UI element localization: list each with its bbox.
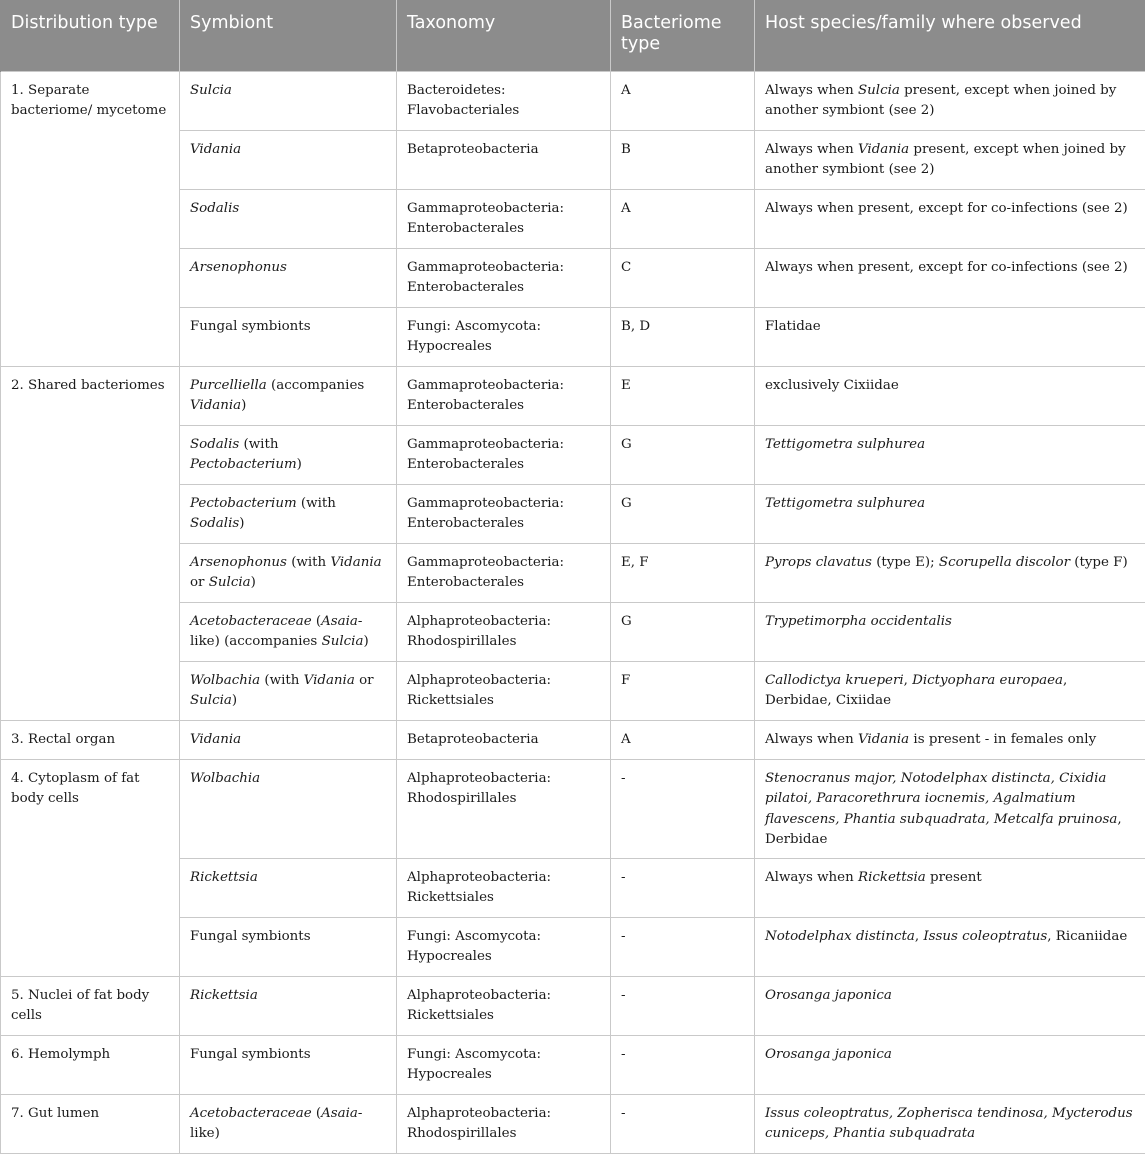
- symbiont-note: ): [241, 398, 246, 413]
- host-species: Issus coleoptratus: [923, 929, 1047, 944]
- symbiont-note: or: [355, 673, 374, 688]
- symbiont-name: Vidania: [190, 732, 241, 747]
- bacteriome-type-cell: A: [611, 190, 755, 249]
- host-cell: Flatidae: [755, 308, 1145, 367]
- host-cell: [755, 1094, 1145, 1153]
- header-distribution-type: Distribution type: [1, 0, 180, 72]
- host-text: (type F): [1070, 555, 1128, 570]
- host-cell: [755, 760, 1145, 859]
- taxonomy-cell: Alphaproteobacteria: Rhodospirillales: [397, 760, 611, 859]
- taxonomy-cell: Alphaproteobacteria: Rickettsiales: [397, 662, 611, 721]
- symbiont-note: ): [251, 575, 256, 590]
- symbiont-note: (with: [260, 673, 304, 688]
- symbiont-note: (accompanies: [267, 378, 364, 393]
- taxonomy-cell: Alphaproteobacteria: Rhodospirillales: [397, 603, 611, 662]
- bacteriome-type-cell: A: [611, 72, 755, 131]
- symbiont-name: Arsenophonus: [190, 260, 287, 275]
- taxonomy-cell: Betaproteobacteria: [397, 721, 611, 760]
- table-body: [1, 72, 1145, 1154]
- taxonomy-cell: Gammaproteobacteria: Enterobacterales: [397, 367, 611, 426]
- bacteriome-type-cell: G: [611, 426, 755, 485]
- symbiont-cell: [180, 72, 397, 131]
- symbiont-cell: Fungal symbionts: [180, 917, 397, 976]
- bacteriome-type-cell: -: [611, 1035, 755, 1094]
- host-cell: [755, 917, 1145, 976]
- symbiont-name: Vidania: [190, 398, 241, 413]
- host-text: Always when: [765, 732, 858, 747]
- taxonomy-cell: Alphaproteobacteria: Rickettsiales: [397, 976, 611, 1035]
- host-species: Tettigometra sulphurea: [765, 437, 925, 452]
- table-row: [1, 72, 1145, 131]
- table-header: [1, 0, 1145, 72]
- host-text: Always when: [765, 870, 858, 885]
- bacteriome-type-cell: E, F: [611, 544, 755, 603]
- distribution-type-cell: 6. Hemolymph: [1, 1035, 180, 1094]
- host-text: present, except when joined by another symbiont (see 2): [765, 83, 1116, 118]
- symbiont-name: Acetobacteraceae: [190, 1106, 312, 1121]
- bacteriome-type-cell: -: [611, 917, 755, 976]
- bacteriome-type-cell: F: [611, 662, 755, 721]
- symbiont-name: Wolbachia: [190, 673, 260, 688]
- host-cell: [755, 858, 1145, 917]
- host-cell: [755, 1035, 1145, 1094]
- symbiont-cell: [180, 858, 397, 917]
- host-species: Notodelphax distincta: [765, 929, 915, 944]
- symbiont-cell: [180, 603, 397, 662]
- distribution-type-cell: 2. Shared bacteriomes: [1, 367, 180, 721]
- symbiont-cell: [180, 426, 397, 485]
- symbiont-name: Vidania: [190, 142, 241, 157]
- host-species: Callodictya krueperi: [765, 673, 904, 688]
- symbiont-name: Rickettsia: [190, 988, 258, 1003]
- host-species: Vidania: [858, 732, 909, 747]
- host-text: (type E);: [872, 555, 939, 570]
- host-cell: [755, 603, 1145, 662]
- host-cell: [755, 544, 1145, 603]
- taxonomy-cell: Gammaproteobacteria: Enterobacterales: [397, 485, 611, 544]
- symbiont-name: Acetobacteraceae: [190, 614, 312, 629]
- symbiont-name: Sodalis: [190, 516, 239, 531]
- host-species: Dictyophara europaea: [912, 673, 1063, 688]
- symbiont-name: Arsenophonus: [190, 555, 287, 570]
- table-row: [1, 721, 1145, 760]
- header-host: Host species/family where observed: [755, 0, 1145, 72]
- host-species: Vidania: [858, 142, 909, 157]
- host-cell: [755, 485, 1145, 544]
- taxonomy-cell: Gammaproteobacteria: Enterobacterales: [397, 249, 611, 308]
- symbiont-name: Sulcia: [190, 83, 232, 98]
- host-species: Tettigometra sulphurea: [765, 496, 925, 511]
- distribution-type-cell: 4. Cytoplasm of fat body cells: [1, 760, 180, 977]
- host-text: present: [926, 870, 982, 885]
- table-row: [1, 367, 1145, 426]
- bacteriome-type-cell: A: [611, 721, 755, 760]
- symbiont-note: (: [312, 1106, 321, 1121]
- table-row: [1, 760, 1145, 859]
- taxonomy-cell: Fungi: Ascomycota: Hypocreales: [397, 308, 611, 367]
- symbiont-note: (with: [297, 496, 336, 511]
- taxonomy-cell: Alphaproteobacteria: Rickettsiales: [397, 858, 611, 917]
- distribution-type-cell: 5. Nuclei of fat body cells: [1, 976, 180, 1035]
- distribution-type-cell: 7. Gut lumen: [1, 1094, 180, 1153]
- symbiont-name: Pectobacterium: [190, 457, 297, 472]
- host-cell: Always when present, except for co-infections (see 2): [755, 190, 1145, 249]
- symbiont-name: Sulcia: [322, 634, 364, 649]
- symbiont-cell: [180, 544, 397, 603]
- symbiont-cell: [180, 721, 397, 760]
- host-species: Scorupella discolor: [939, 555, 1070, 570]
- symbiont-cell: [180, 249, 397, 308]
- symbiont-note: (with: [287, 555, 331, 570]
- taxonomy-cell: Bacteroidetes: Flavobacteriales: [397, 72, 611, 131]
- symbiont-cell: Fungal symbionts: [180, 1035, 397, 1094]
- symbiont-cell: [180, 485, 397, 544]
- symbiont-note: (with: [239, 437, 278, 452]
- symbiont-note: ): [239, 516, 244, 531]
- host-species: Pyrops clavatus: [765, 555, 872, 570]
- host-text: , Ricaniidae: [1047, 929, 1127, 944]
- host-cell: [755, 721, 1145, 760]
- distribution-type-cell: 3. Rectal organ: [1, 721, 180, 760]
- host-text: , Derbidae, Cixiidae: [765, 673, 1067, 708]
- symbiont-cell: [180, 1094, 397, 1153]
- bacteriome-type-cell: -: [611, 976, 755, 1035]
- host-species: Issus coleoptratus, Zopherisca tendinosa, Mycterodus cuniceps, Phantia subquadrata: [765, 1106, 1133, 1141]
- distribution-type-cell: 1. Separate bacteriome/ mycetome: [1, 72, 180, 367]
- taxonomy-cell: Gammaproteobacteria: Enterobacterales: [397, 426, 611, 485]
- symbiont-name: Sodalis: [190, 437, 239, 452]
- symbiont-name: Vidania: [330, 555, 381, 570]
- taxonomy-cell: Gammaproteobacteria: Enterobacterales: [397, 190, 611, 249]
- host-cell: [755, 976, 1145, 1035]
- host-text: Always when: [765, 83, 858, 98]
- symbiont-cell: [180, 367, 397, 426]
- symbiont-cell: [180, 760, 397, 859]
- symbiont-name: Sulcia: [190, 693, 232, 708]
- symbiont-cell: [180, 190, 397, 249]
- symbiont-note: or: [190, 575, 209, 590]
- header-taxonomy: Taxonomy: [397, 0, 611, 72]
- symbiont-cell: [180, 976, 397, 1035]
- taxonomy-cell: Fungi: Ascomycota: Hypocreales: [397, 917, 611, 976]
- symbiont-name: Purcelliella: [190, 378, 267, 393]
- host-text: is present - in females only: [909, 732, 1096, 747]
- host-text: ,: [915, 929, 924, 944]
- host-cell: [755, 131, 1145, 190]
- header-bacteriome-type: Bacteriome type: [611, 0, 755, 72]
- taxonomy-cell: Betaproteobacteria: [397, 131, 611, 190]
- symbiont-name: Vidania: [304, 673, 355, 688]
- symbiont-name: Rickettsia: [190, 870, 258, 885]
- table-row: [1, 1094, 1145, 1153]
- symbiont-cell: Fungal symbionts: [180, 308, 397, 367]
- bacteriome-type-cell: B, D: [611, 308, 755, 367]
- symbiont-cell: [180, 131, 397, 190]
- host-cell: Always when present, except for co-infections (see 2): [755, 249, 1145, 308]
- host-cell: exclusively Cixiidae: [755, 367, 1145, 426]
- symbiont-note: ): [232, 693, 237, 708]
- bacteriome-type-cell: E: [611, 367, 755, 426]
- bacteriome-type-cell: -: [611, 858, 755, 917]
- host-text: , Derbidae: [765, 812, 1122, 847]
- symbiont-name: Sulcia: [209, 575, 251, 590]
- bacteriome-type-cell: -: [611, 1094, 755, 1153]
- bacteriome-type-cell: G: [611, 603, 755, 662]
- host-species: Rickettsia: [858, 870, 926, 885]
- symbiont-name: Sodalis: [190, 201, 239, 216]
- bacteriome-type-cell: B: [611, 131, 755, 190]
- host-cell: [755, 426, 1145, 485]
- taxonomy-cell: Fungi: Ascomycota: Hypocreales: [397, 1035, 611, 1094]
- symbiont-note: (: [312, 614, 321, 629]
- host-species: Orosanga japonica: [765, 988, 892, 1003]
- symbiont-name: Pectobacterium: [190, 496, 297, 511]
- taxonomy-cell: Alphaproteobacteria: Rhodospirillales: [397, 1094, 611, 1153]
- table-row: [1, 976, 1145, 1035]
- symbiont-note: ): [363, 634, 368, 649]
- host-text: Always when: [765, 142, 858, 157]
- host-text: ,: [904, 673, 913, 688]
- symbiont-name: Asaia: [321, 1106, 358, 1121]
- host-text: present, except when joined by another symbiont (see 2): [765, 142, 1126, 177]
- table-row: [1, 1035, 1145, 1094]
- taxonomy-cell: Gammaproteobacteria: Enterobacterales: [397, 544, 611, 603]
- symbiont-name: Wolbachia: [190, 771, 260, 786]
- header-symbiont: Symbiont: [180, 0, 397, 72]
- bacteriome-type-cell: G: [611, 485, 755, 544]
- header-row: [1, 0, 1145, 72]
- symbiont-note: -like) (accompanies: [190, 614, 362, 649]
- bacteriome-type-cell: C: [611, 249, 755, 308]
- host-species: Sulcia: [858, 83, 900, 98]
- host-species: Trypetimorpha occidentalis: [765, 614, 952, 629]
- host-cell: [755, 72, 1145, 131]
- symbiont-cell: [180, 662, 397, 721]
- symbiont-note: -like): [190, 1106, 362, 1141]
- host-cell: [755, 662, 1145, 721]
- host-species: Orosanga japonica: [765, 1047, 892, 1062]
- symbiont-note: ): [297, 457, 302, 472]
- symbiont-name: Asaia: [321, 614, 358, 629]
- host-species: Stenocranus major, Notodelphax distincta, Cixidia pilatoi, Paracorethrura iocnemis, Agalmatium flavescens, Phantia subquadrata, Metcalfa pruinosa: [765, 771, 1117, 827]
- bacteriome-type-cell: -: [611, 760, 755, 859]
